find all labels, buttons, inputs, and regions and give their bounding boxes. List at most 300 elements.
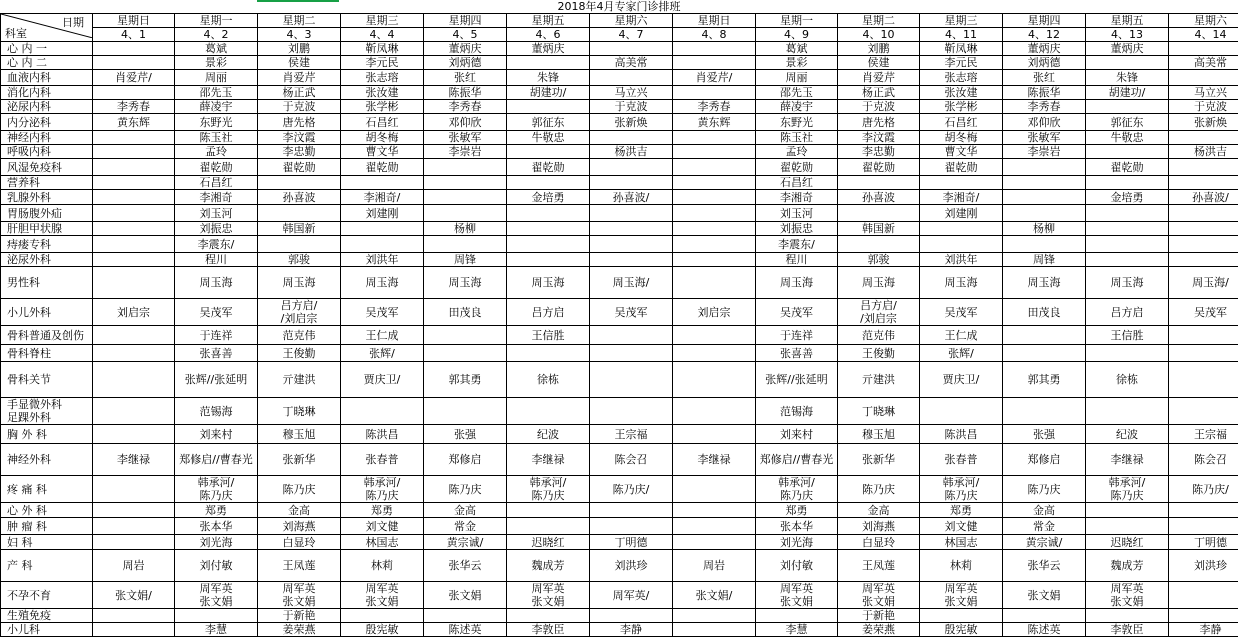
doctor-cell: 靳凤琳 — [920, 42, 1003, 56]
doctor-cell: 张文娟 — [1003, 582, 1086, 609]
department-cell: 消化内科 — [1, 86, 93, 100]
doctor-cell: 刘炳德 — [424, 56, 507, 70]
doctor-cell: 李秀春 — [424, 100, 507, 114]
doctor-cell: 郑勇 — [920, 503, 1003, 518]
doctor-cell — [424, 398, 507, 425]
doctor-cell: 周玉海 — [507, 267, 590, 299]
doctor-cell: 吴茂军 — [175, 299, 258, 326]
doctor-cell: 牛敬忠 — [507, 131, 590, 145]
date-header: 4、4 — [341, 28, 424, 42]
doctor-cell: 东野光 — [756, 114, 838, 131]
doctor-cell — [1169, 176, 1238, 190]
doctor-cell — [590, 503, 673, 518]
doctor-cell — [590, 131, 673, 145]
doctor-cell: 魏成芳 — [507, 550, 590, 582]
doctor-cell — [673, 222, 756, 236]
doctor-cell: 郭征东 — [507, 114, 590, 131]
doctor-cell: 张新华 — [838, 444, 920, 476]
doctor-cell: 郑修启//曹春光 — [756, 444, 838, 476]
doctor-cell: 胡冬梅 — [920, 131, 1003, 145]
doctor-cell: 李湘奇/ — [920, 190, 1003, 205]
doctor-cell: 薛凌宇 — [175, 100, 258, 114]
doctor-cell: 王凤莲 — [258, 550, 341, 582]
doctor-cell: 李汶霞 — [258, 131, 341, 145]
doctor-cell: 王凤莲 — [838, 550, 920, 582]
schedule-row — [1, 582, 1238, 609]
header-date-row — [1, 28, 1238, 42]
doctor-cell: 孙喜波/ — [1169, 190, 1238, 205]
doctor-cell: 吴茂军 — [590, 299, 673, 326]
doctor-cell: 吕方启/ /刘启宗 — [838, 299, 920, 326]
doctor-cell: 李震东/ — [175, 236, 258, 253]
doctor-cell — [1003, 176, 1086, 190]
doctor-cell: 刘振忠 — [756, 222, 838, 236]
doctor-cell: 王俊勤 — [838, 345, 920, 362]
department-cell: 心 内 一 — [1, 42, 93, 56]
doctor-cell: 常金 — [1003, 518, 1086, 535]
doctor-cell: 黄宗诚/ — [1003, 535, 1086, 550]
doctor-cell — [507, 205, 590, 222]
department-cell: 小儿科 — [1, 623, 93, 637]
doctor-cell: 周玉海 — [175, 267, 258, 299]
doctor-cell — [1169, 70, 1238, 86]
doctor-cell: 石昌红 — [341, 114, 424, 131]
doctor-cell: 张敏军 — [1003, 131, 1086, 145]
doctor-cell: 刘海燕 — [258, 518, 341, 535]
department-cell: 男性科 — [1, 267, 93, 299]
doctor-cell — [1003, 345, 1086, 362]
doctor-cell: 王俊勤 — [258, 345, 341, 362]
doctor-cell: 于连祥 — [756, 326, 838, 345]
department-cell: 妇 科 — [1, 535, 93, 550]
doctor-cell: 王宗福 — [1169, 425, 1238, 444]
doctor-cell: 周玉海 — [838, 267, 920, 299]
schedule-row — [1, 100, 1238, 114]
doctor-cell: 刘文健 — [920, 518, 1003, 535]
weekday-header: 星期五 — [1086, 14, 1169, 28]
schedule-table — [0, 13, 1238, 637]
doctor-cell — [590, 70, 673, 86]
doctor-cell: 贾庆卫/ — [920, 362, 1003, 398]
doctor-cell: 李元民 — [920, 56, 1003, 70]
doctor-cell: 范锡海 — [756, 398, 838, 425]
doctor-cell: 亓建洪 — [838, 362, 920, 398]
doctor-cell: 胡建功/ — [1086, 86, 1169, 100]
doctor-cell: 周玉海 — [1003, 267, 1086, 299]
doctor-cell — [424, 236, 507, 253]
doctor-cell: 周军英 张文娟 — [838, 582, 920, 609]
doctor-cell: 唐先格 — [258, 114, 341, 131]
doctor-cell: 马立兴 — [1169, 86, 1238, 100]
doctor-cell — [590, 326, 673, 345]
doctor-cell: 陈洪昌 — [341, 425, 424, 444]
doctor-cell: 张喜善 — [756, 345, 838, 362]
weekday-header: 星期六 — [590, 14, 673, 28]
doctor-cell: 韩承河/ 陈乃庆 — [920, 476, 1003, 503]
doctor-cell: 张新华 — [258, 444, 341, 476]
doctor-cell: 石昌红 — [175, 176, 258, 190]
department-cell: 痔瘘专科 — [1, 236, 93, 253]
doctor-cell: 殷宪敏 — [341, 623, 424, 637]
doctor-cell: 陈会召 — [1169, 444, 1238, 476]
doctor-cell: 陈振华 — [424, 86, 507, 100]
doctor-cell: 侯建 — [258, 56, 341, 70]
doctor-cell — [93, 253, 175, 267]
doctor-cell: 周岩 — [93, 550, 175, 582]
doctor-cell — [93, 159, 175, 176]
doctor-cell: 林国志 — [341, 535, 424, 550]
schedule-row — [1, 236, 1238, 253]
doctor-cell: 肖爱芹/ — [93, 70, 175, 86]
schedule-row — [1, 205, 1238, 222]
doctor-cell: 石昌红 — [920, 114, 1003, 131]
doctor-cell: 葛斌 — [175, 42, 258, 56]
doctor-cell: 陈乃庆 — [1003, 476, 1086, 503]
doctor-cell: 吕方启 — [1086, 299, 1169, 326]
doctor-cell: 吴茂军 — [920, 299, 1003, 326]
doctor-cell — [920, 398, 1003, 425]
doctor-cell: 金高 — [258, 503, 341, 518]
doctor-cell — [590, 222, 673, 236]
doctor-cell: 王仁成 — [920, 326, 1003, 345]
doctor-cell — [1169, 582, 1238, 609]
doctor-cell — [673, 398, 756, 425]
doctor-cell: 翟乾勋 — [258, 159, 341, 176]
doctor-cell — [93, 56, 175, 70]
department-cell: 呼吸内科 — [1, 145, 93, 159]
doctor-cell — [93, 503, 175, 518]
schedule-row — [1, 425, 1238, 444]
doctor-cell: 刘付敏 — [175, 550, 258, 582]
doctor-cell: 常金 — [424, 518, 507, 535]
doctor-cell: 王信胜 — [1086, 326, 1169, 345]
weekday-header: 星期六 — [1169, 14, 1238, 28]
doctor-cell: 李继禄 — [1086, 444, 1169, 476]
doctor-cell: 刘鹏 — [838, 42, 920, 56]
doctor-cell — [673, 535, 756, 550]
doctor-cell — [258, 205, 341, 222]
doctor-cell: 薛凌宇 — [756, 100, 838, 114]
doctor-cell: 郑修启//曹春光 — [175, 444, 258, 476]
doctor-cell: 刘振忠 — [175, 222, 258, 236]
doctor-cell — [1086, 205, 1169, 222]
doctor-cell — [673, 176, 756, 190]
doctor-cell: 杨正武 — [258, 86, 341, 100]
schedule-row — [1, 362, 1238, 398]
doctor-cell — [341, 398, 424, 425]
doctor-cell: 李静 — [1169, 623, 1238, 637]
schedule-row — [1, 70, 1238, 86]
department-cell: 胃肠腹外疝 — [1, 205, 93, 222]
doctor-cell: 张华云 — [424, 550, 507, 582]
date-header: 4、2 — [175, 28, 258, 42]
doctor-cell: 李崇岩 — [424, 145, 507, 159]
doctor-cell — [93, 518, 175, 535]
doctor-cell: 姜荣燕 — [838, 623, 920, 637]
doctor-cell — [1086, 56, 1169, 70]
doctor-cell: 周军英 张文娟 — [258, 582, 341, 609]
doctor-cell: 李湘奇/ — [341, 190, 424, 205]
doctor-cell: 张强 — [1003, 425, 1086, 444]
doctor-cell — [507, 236, 590, 253]
doctor-cell — [93, 398, 175, 425]
doctor-cell: 张华云 — [1003, 550, 1086, 582]
doctor-cell: 徐栋 — [507, 362, 590, 398]
doctor-cell: 马立兴 — [590, 86, 673, 100]
doctor-cell: 黄东辉 — [673, 114, 756, 131]
doctor-cell: 迟晓红 — [507, 535, 590, 550]
doctor-cell: 翟乾勋 — [1086, 159, 1169, 176]
schedule-row — [1, 42, 1238, 56]
doctor-cell: 李元民 — [341, 56, 424, 70]
doctor-cell: 陈乃庆 — [424, 476, 507, 503]
doctor-cell — [341, 222, 424, 236]
schedule-row — [1, 518, 1238, 535]
doctor-cell: 周玉海 — [756, 267, 838, 299]
doctor-cell — [1086, 345, 1169, 362]
department-cell: 泌尿外科 — [1, 253, 93, 267]
doctor-cell — [1086, 222, 1169, 236]
doctor-cell: 王仁成 — [341, 326, 424, 345]
weekday-header: 星期二 — [838, 14, 920, 28]
doctor-cell — [341, 609, 424, 623]
doctor-cell: 范锡海 — [175, 398, 258, 425]
doctor-cell — [1169, 362, 1238, 398]
doctor-cell — [1086, 253, 1169, 267]
doctor-cell: 周岩 — [673, 550, 756, 582]
doctor-cell — [590, 42, 673, 56]
doctor-cell: 东野光 — [175, 114, 258, 131]
doctor-cell: 韩承河/ 陈乃庆 — [175, 476, 258, 503]
schedule-row — [1, 476, 1238, 503]
doctor-cell: 张春普 — [341, 444, 424, 476]
date-header: 4、11 — [920, 28, 1003, 42]
doctor-cell — [93, 267, 175, 299]
date-header: 4、14 — [1169, 28, 1238, 42]
doctor-cell: 于新艳 — [258, 609, 341, 623]
doctor-cell: 王信胜 — [507, 326, 590, 345]
doctor-cell: 刘炳德 — [1003, 56, 1086, 70]
date-header: 4、3 — [258, 28, 341, 42]
doctor-cell — [673, 503, 756, 518]
doctor-cell: 殷宪敏 — [920, 623, 1003, 637]
weekday-header: 星期五 — [507, 14, 590, 28]
doctor-cell: 穆玉旭 — [258, 425, 341, 444]
doctor-cell: 丁明德 — [1169, 535, 1238, 550]
doctor-cell: 葛斌 — [756, 42, 838, 56]
schedule-row — [1, 222, 1238, 236]
date-header: 4、8 — [673, 28, 756, 42]
doctor-cell — [590, 518, 673, 535]
doctor-cell — [424, 609, 507, 623]
doctor-cell: 张红 — [1003, 70, 1086, 86]
doctor-cell: 张汝建 — [341, 86, 424, 100]
doctor-cell: 李震东/ — [756, 236, 838, 253]
doctor-cell: 曹文华 — [341, 145, 424, 159]
schedule-row — [1, 114, 1238, 131]
doctor-cell: 刘建刚 — [341, 205, 424, 222]
doctor-cell: 黄宗诚/ — [424, 535, 507, 550]
doctor-cell: 陈洪昌 — [920, 425, 1003, 444]
doctor-cell — [1003, 205, 1086, 222]
schedule-row — [1, 550, 1238, 582]
department-cell: 生殖免疫 — [1, 609, 93, 623]
doctor-cell — [1169, 253, 1238, 267]
doctor-cell: 张辉//张延明 — [175, 362, 258, 398]
schedule-row — [1, 267, 1238, 299]
department-cell: 神经内科 — [1, 131, 93, 145]
doctor-cell: 景彩 — [175, 56, 258, 70]
doctor-cell: 李秀春 — [1003, 100, 1086, 114]
doctor-cell — [1169, 345, 1238, 362]
doctor-cell — [673, 86, 756, 100]
doctor-cell: 李静 — [590, 623, 673, 637]
doctor-cell: 穆玉旭 — [838, 425, 920, 444]
doctor-cell: 侯建 — [838, 56, 920, 70]
schedule-row — [1, 131, 1238, 145]
doctor-cell: 郭骏 — [258, 253, 341, 267]
doctor-cell: 翟乾勋 — [507, 159, 590, 176]
doctor-cell: 陈述英 — [1003, 623, 1086, 637]
doctor-cell — [93, 425, 175, 444]
weekday-header: 星期二 — [258, 14, 341, 28]
doctor-cell — [507, 56, 590, 70]
doctor-cell: 韩承河/ 陈乃庆 — [507, 476, 590, 503]
doctor-cell — [673, 131, 756, 145]
doctor-cell: 郭骏 — [838, 253, 920, 267]
department-cell: 血液内科 — [1, 70, 93, 86]
doctor-cell: 范克伟 — [838, 326, 920, 345]
doctor-cell: 韩承河/ 陈乃庆 — [756, 476, 838, 503]
weekday-header: 星期一 — [756, 14, 838, 28]
doctor-cell — [1169, 609, 1238, 623]
doctor-cell — [1086, 503, 1169, 518]
doctor-cell: 董炳庆 — [424, 42, 507, 56]
schedule-row — [1, 326, 1238, 345]
doctor-cell — [507, 398, 590, 425]
doctor-cell: 田茂良 — [424, 299, 507, 326]
doctor-cell — [93, 145, 175, 159]
doctor-cell: 刘付敏 — [756, 550, 838, 582]
schedule-row — [1, 253, 1238, 267]
doctor-cell — [93, 326, 175, 345]
doctor-cell: 李秀春 — [93, 100, 175, 114]
doctor-cell: 张文娟 — [424, 582, 507, 609]
doctor-cell: 郭其勇 — [1003, 362, 1086, 398]
doctor-cell — [920, 609, 1003, 623]
doctor-cell: 程川 — [175, 253, 258, 267]
doctor-cell: 刘玉河 — [175, 205, 258, 222]
doctor-cell — [93, 131, 175, 145]
doctor-cell — [93, 362, 175, 398]
doctor-cell — [673, 476, 756, 503]
doctor-cell: 邓仰欣 — [424, 114, 507, 131]
doctor-cell — [1169, 42, 1238, 56]
doctor-cell: 刘洪珍 — [1169, 550, 1238, 582]
doctor-cell — [341, 176, 424, 190]
doctor-cell — [1003, 159, 1086, 176]
doctor-cell: 刘建刚 — [920, 205, 1003, 222]
doctor-cell — [673, 205, 756, 222]
doctor-cell: 张本华 — [756, 518, 838, 535]
doctor-cell: 陈玉社 — [756, 131, 838, 145]
schedule-row — [1, 535, 1238, 550]
date-header: 4、10 — [838, 28, 920, 42]
doctor-cell: 牛敬忠 — [1086, 131, 1169, 145]
doctor-cell: 张辉//张延明 — [756, 362, 838, 398]
doctor-cell: 张汝建 — [920, 86, 1003, 100]
doctor-cell: 郑勇 — [756, 503, 838, 518]
schedule-row — [1, 190, 1238, 205]
doctor-cell: 金高 — [424, 503, 507, 518]
doctor-cell: 周玉海/ — [1169, 267, 1238, 299]
doctor-cell — [673, 362, 756, 398]
doctor-cell — [673, 518, 756, 535]
doctor-cell: 胡建功/ — [507, 86, 590, 100]
doctor-cell — [424, 190, 507, 205]
sheet-title: 2018年4月专家门诊排班 — [0, 0, 1238, 13]
doctor-cell: 李慧 — [756, 623, 838, 637]
doctor-cell — [1086, 609, 1169, 623]
doctor-cell: 高美常 — [590, 56, 673, 70]
doctor-cell: 于连祥 — [175, 326, 258, 345]
doctor-cell: 刘文健 — [341, 518, 424, 535]
doctor-cell: 肖爱芹 — [258, 70, 341, 86]
doctor-cell — [920, 236, 1003, 253]
doctor-cell: 徐栋 — [1086, 362, 1169, 398]
doctor-cell — [1086, 236, 1169, 253]
department-cell: 风湿免疫科 — [1, 159, 93, 176]
doctor-cell: 张喜善 — [175, 345, 258, 362]
doctor-cell: 姜荣燕 — [258, 623, 341, 637]
doctor-cell: 杨柳 — [424, 222, 507, 236]
doctor-cell: 周玉海 — [1086, 267, 1169, 299]
doctor-cell: 丁明德 — [590, 535, 673, 550]
doctor-cell: 林莉 — [920, 550, 1003, 582]
doctor-cell: 韩国新 — [258, 222, 341, 236]
weekday-header: 星期三 — [341, 14, 424, 28]
doctor-cell: 周玉海/ — [590, 267, 673, 299]
doctor-cell: 韩承河/ 陈乃庆 — [1086, 476, 1169, 503]
doctor-cell: 吴茂军 — [756, 299, 838, 326]
doctor-cell: 孙喜波 — [258, 190, 341, 205]
doctor-cell: 林莉 — [341, 550, 424, 582]
department-cell: 不孕不育 — [1, 582, 93, 609]
doctor-cell: 陈乃庆 — [838, 476, 920, 503]
doctor-cell — [1003, 609, 1086, 623]
department-cell: 手显微外科 足踝外科 — [1, 398, 93, 425]
doctor-cell: 周军英 张文娟 — [756, 582, 838, 609]
department-cell: 胸 外 科 — [1, 425, 93, 444]
doctor-cell: 张学彬 — [920, 100, 1003, 114]
doctor-cell: 张辉/ — [341, 345, 424, 362]
doctor-cell: 刘鹏 — [258, 42, 341, 56]
doctor-cell: 唐先格 — [838, 114, 920, 131]
department-cell: 营养科 — [1, 176, 93, 190]
doctor-cell — [175, 609, 258, 623]
doctor-cell: 张新焕 — [1169, 114, 1238, 131]
doctor-cell: 刘启宗 — [673, 299, 756, 326]
doctor-cell — [673, 267, 756, 299]
schedule-row — [1, 444, 1238, 476]
doctor-cell: 高美常 — [1169, 56, 1238, 70]
doctor-cell — [424, 326, 507, 345]
weekday-header: 星期日 — [93, 14, 175, 28]
doctor-cell: 纪波 — [507, 425, 590, 444]
doctor-cell — [424, 176, 507, 190]
department-cell: 心 内 二 — [1, 56, 93, 70]
doctor-cell: 陈乃庆/ — [1169, 476, 1238, 503]
